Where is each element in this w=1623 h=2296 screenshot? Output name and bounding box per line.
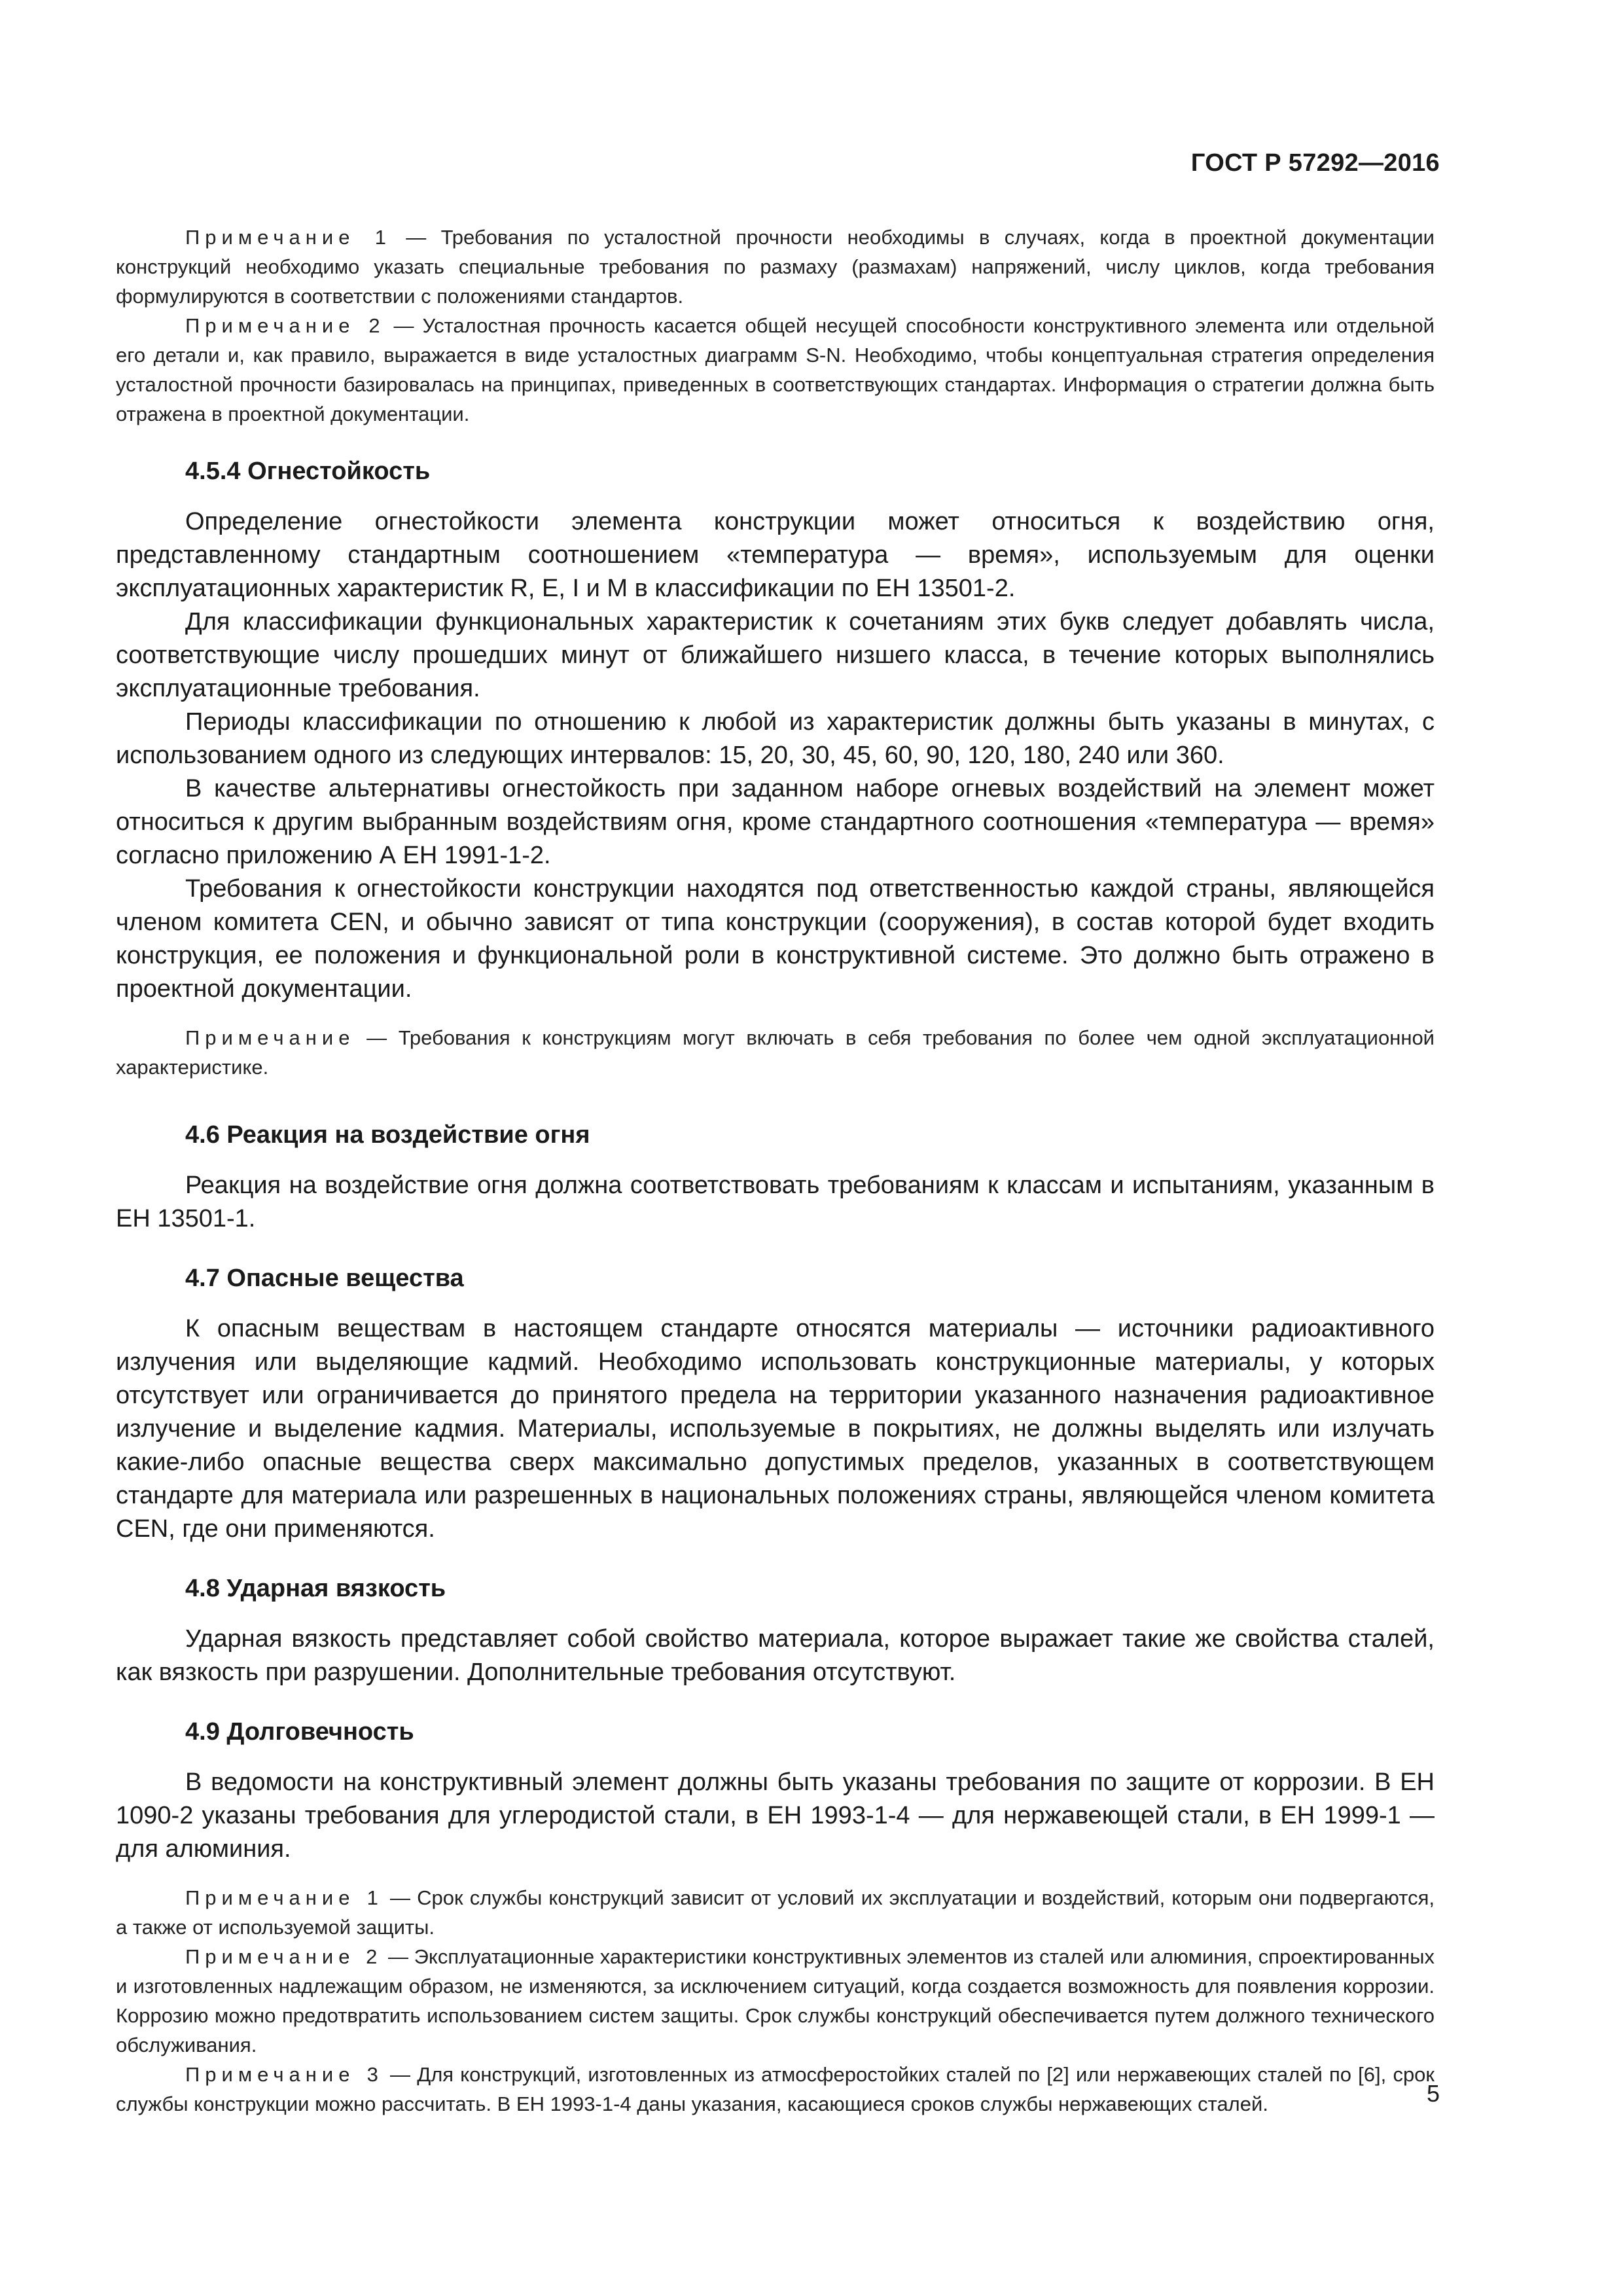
paragraph: Реакция на воздействие огня должна соответствовать требованиям к классам и испытаниям, указанным в ЕН 13501-1. [116, 1172, 1435, 1232]
note-text: — Усталостная прочность касается общей несущей способности конструктивного элемента или отдельной его детали и, как правило, выражается в виде усталостных диаграмм S-N. Необходимо, чтобы концептуальная стратегия определения усталостной прочности базировалась на принципах, приведенных в соответствующих стандартах. Информация о стратегии должна быть отражена в проектной документации. [116, 314, 1435, 425]
document-header: ГОСТ Р 57292—2016 [1190, 149, 1440, 177]
note-text: — Требования к конструкциям могут включать в себя требования по более чем одной эксплуатационной характеристике. [116, 1026, 1435, 1079]
note-label: Примечание 1 [185, 226, 391, 249]
note-label: Примечание 3 [185, 2063, 383, 2086]
paragraph: Ударная вязкость представляет собой свойство материала, которое выражает такие же свойства сталей, как вязкость при разрушении. Дополнительные требования отсутствуют. [116, 1625, 1435, 1686]
page-number: 5 [1426, 2080, 1440, 2107]
note-label: Примечание [185, 1026, 355, 1049]
section-title-49: 4.9 Долговечность [185, 1718, 414, 1746]
note-text: — Эксплуатационные характеристики конструктивных элементов из сталей или алюминия, спроектированных и изготовленных надлежащим образом, не изменяются, за исключением ситуаций, когда создается возможность для появления коррозии. Коррозию можно предотвратить использованием систем защиты. Срок службы конструкций обеспечивается путем должного технического обслуживания. [116, 1945, 1435, 2056]
paragraph: В качестве альтернативы огнестойкость при заданном наборе огневых воздействий на элемент может относиться к другим выбранным воздействиям огня, кроме стандартного соотношения «температура — время» согласно приложению А ЕН 1991-1-2. [116, 775, 1435, 869]
note-durability-3 [116, 2060, 1435, 2119]
note-text: — Срок службы конструкций зависит от условий их эксплуатации и воздействий, которым они подвергаются, а также от используемой защиты. [116, 1886, 1435, 1939]
note-fatigue-1 [116, 223, 1435, 311]
paragraph: К опасным веществам в настоящем стандарте относятся материалы — источники радиоактивного излучения или выделяющие кадмий. Необходимо использовать конструкционные материалы, у которых отсутствует или ограничивается до принятого предела на территории указанного назначения радиоактивное излучение и выделение кадмия. Материалы, используемые в покрытиях, не должны выделять или излучать какие-либо опасные вещества сверх максимально допустимых пределов, указанных в соответствующем стандарте для материала или разрешенных в национальных положениях страны, являющейся членом комитета CEN, где они применяются. [116, 1315, 1435, 1543]
paragraph: Требования к огнестойкости конструкции находятся под ответственностью каждой страны, являющейся членом комитета CEN, и обычно зависят от типа конструкции (сооружения), в состав которой будет входить конструкция, ее положения и функциональной роли в конструктивной системе. Это должно быть отражено в проектной документации. [116, 875, 1435, 1003]
section-title-46: 4.6 Реакция на воздействие огня [185, 1121, 590, 1149]
note-label: Примечание 2 [185, 1945, 383, 1968]
section-title-47: 4.7 Опасные вещества [185, 1265, 464, 1292]
paragraph: Для классификации функциональных характеристик к сочетаниям этих букв следует добавлять числа, соответствующие числу прошедших минут от ближайшего низшего класса, в течение которых выполнялись эксплуатационные требования. [116, 608, 1435, 702]
paragraph: В ведомости на конструктивный элемент должны быть указаны требования по защите от коррозии. В ЕН 1090-2 указаны требования для углеродистой стали, в ЕН 1993-1-4 — для нержавеющей стали, в ЕН 1999-1 — для алюминия. [116, 1768, 1435, 1863]
section-title-48: 4.8 Ударная вязкость [185, 1575, 446, 1602]
note-text: — Требования по усталостной прочности необходимы в случаях, когда в проектной документации конструкций необходимо указать специальные требования по размаху (размахам) напряжений, числу циклов, когда требования формулируются в соответствии с положениями стандартов. [116, 226, 1435, 308]
paragraph: Периоды классификации по отношению к любой из характеристик должны быть указаны в минутах, с использованием одного из следующих интервалов: 15, 20, 30, 45, 60, 90, 120, 180, 240 или 360. [116, 708, 1435, 769]
paragraph: Определение огнестойкости элемента конструкции может относиться к воздействию огня, представленному стандартным соотношением «температура — время», используемым для оценки эксплуатационных характеристик R, E, I и M в классификации по ЕН 13501-2. [116, 508, 1435, 602]
note-text: — Для конструкций, изготовленных из атмосферостойких сталей по [2] или нержавеющих сталей по [6], срок службы конструкции можно рассчитать. В ЕН 1993-1-4 даны указания, касающиеся сроков службы нержавеющих сталей. [116, 2063, 1435, 2115]
note-fatigue-2 [116, 311, 1435, 429]
note-durability-2 [116, 1942, 1435, 2060]
note-label: Примечание 1 [185, 1886, 383, 1909]
note-fire [116, 1023, 1435, 1082]
note-durability-1 [116, 1883, 1435, 1942]
note-label: Примечание 2 [185, 314, 385, 337]
section-title-454: 4.5.4 Огнестойкость [185, 457, 431, 485]
page-content [116, 223, 1435, 2119]
